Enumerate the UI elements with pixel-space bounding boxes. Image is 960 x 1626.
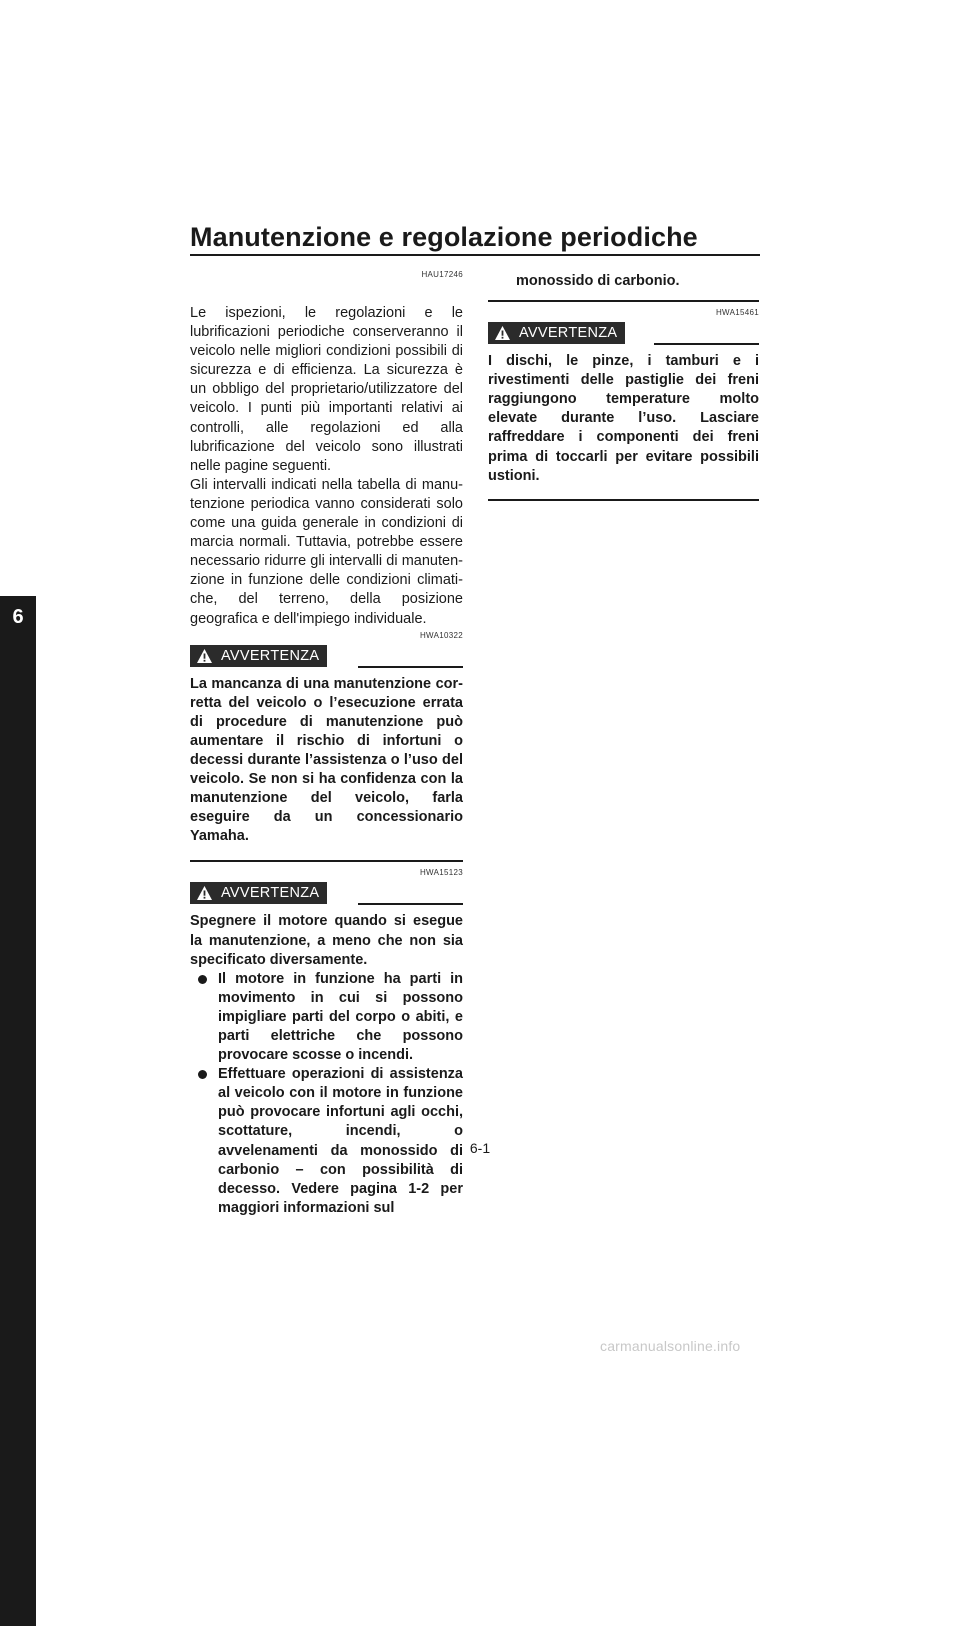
warning-end-rule xyxy=(488,300,759,302)
intro-paragraph: Le ispezioni, le regolazioni e le lubrificazioni periodiche conserveranno il veicolo nelle migliori condizioni possibili di sicurezza e di efficienza. La sicurezza è un obbligo del proprietario/utilizzatore del veicolo. I punti più importanti relativi ai controlli, alle regolazioni ed alla lubrificazione del veicolo sono illustrati nelle pagine seguenti. xyxy=(190,305,463,474)
warning-header xyxy=(488,322,759,344)
chapter-number: 6 xyxy=(12,606,24,628)
warning-label: AVVERTENZA xyxy=(519,325,618,342)
warning-end-rule xyxy=(190,860,463,862)
list-item xyxy=(190,970,463,1065)
warning-text: La mancanza di una manutenzione corretta del veicolo o l’esecuzione errata di procedure di manutenzione può aumentare il rischio di infortuni o decessi durante l’assistenza o l’uso del veicolo. Se non si ha confidenza con la manutenzione del veicolo, farla eseguire da un concessionario Yamaha. xyxy=(190,675,463,845)
warning-label: AVVERTENZA xyxy=(221,647,320,664)
warning-code: HWA10322 xyxy=(419,630,463,640)
warning-header-rule xyxy=(358,666,463,668)
section-code: HAU17246 xyxy=(421,270,463,279)
page-number: 6-1 xyxy=(469,1140,491,1156)
warning-code: HWA15461 xyxy=(715,308,759,318)
warning-text: I dischi, le pinze, i tamburi e i rivestimenti delle pastiglie dei freni raggiungono temperature molto elevate durante l’uso. Lasciare raffreddare i componenti dei freni prima di toccarli per evitare possibili ustioni. xyxy=(488,353,759,484)
warning-label: AVVERTENZA xyxy=(221,885,320,902)
warning-end-rule xyxy=(488,499,759,501)
warning-code: HWA15123 xyxy=(419,868,463,878)
warning-header xyxy=(190,882,463,904)
warning-triangle-icon xyxy=(196,885,213,901)
title-rule xyxy=(190,254,760,256)
list-item-text: Effettuare operazioni di assistenza al veicolo con il motore in funzione può provocare infortuni agli occhi, scottature, incendi, o avvelenamenti da monossido di carbonio – con possibilità di decesso. Vedere pagina 1-2 per maggiori informazioni sul xyxy=(218,1066,463,1216)
bullet-dot-icon xyxy=(198,1070,207,1079)
watermark-text: carmanualsonline.info xyxy=(600,1338,741,1354)
warning-badge xyxy=(190,882,327,904)
warning-triangle-icon xyxy=(494,325,511,341)
warning-header-rule xyxy=(358,903,463,905)
warning-header xyxy=(190,645,463,667)
warning-triangle-icon xyxy=(196,648,213,664)
chapter-tab xyxy=(0,596,36,1626)
warning-badge xyxy=(190,645,327,667)
list-item xyxy=(190,1065,463,1218)
continued-text: monossido di carbonio. xyxy=(516,273,680,289)
page-title: Manutenzione e regolazione periodiche xyxy=(190,222,698,252)
intro-paragraph-2: Gli intervalli indicati nella tabella di manutenzione periodica vanno considerati solo come una guida generale in condizioni di marcia normali. Tuttavia, potrebbe essere necessario ridurre gli intervalli di manutenzione in funzione delle condizioni climatiche, del terreno, della posizione geografica e dell'impiego individuale. xyxy=(190,476,463,627)
warning-bullet-list xyxy=(190,970,463,1218)
warning-badge xyxy=(488,322,625,344)
warning-text: Spegnere il motore quando si esegue la manutenzione, a meno che non sia specificato diversamente. xyxy=(190,913,463,968)
bullet-dot-icon xyxy=(198,975,207,984)
list-item-text: Il motore in funzione ha parti in movimento in cui si possono impigliare parti del corpo o abiti, e parti elettriche che possono provocare scosse o incendi. xyxy=(218,970,463,1064)
warning-header-rule xyxy=(654,343,759,345)
right-column xyxy=(488,270,759,501)
left-column xyxy=(190,270,463,1218)
